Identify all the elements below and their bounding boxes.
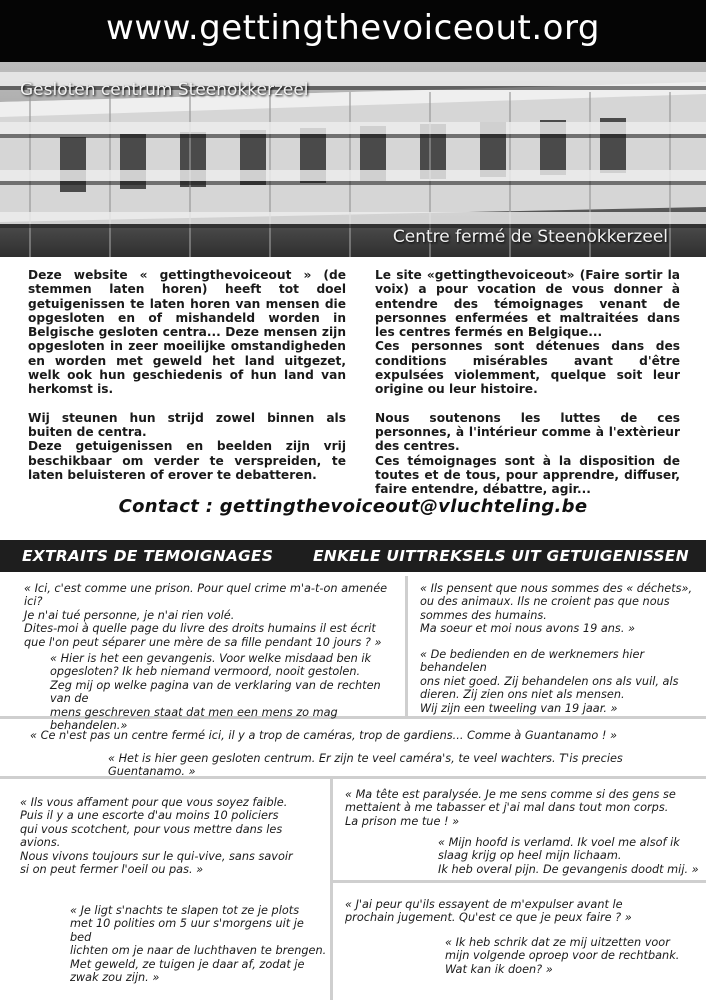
quote-line: Je n'ai tué personne, je n'ai rien volé. — [24, 608, 235, 622]
intro-fr-paragraph: Ces témoignages sont à la disposition de toutes et de tous, pour apprendre, diffuser, faire entendre, débattre, agir... — [375, 453, 680, 497]
intro-french — [375, 268, 680, 510]
quote-line: si on peut fermer l'oeil ou pas. » — [20, 863, 204, 877]
quote-line: « J'ai peur qu'ils essayent de m'expulser avant le — [345, 898, 623, 911]
quote-line: lichten om je naar de luchthaven te brengen. — [70, 944, 327, 958]
quote-line: Wij zijn een tweeling van 19 jaar. » — [420, 701, 618, 715]
quote-line: « De bedienden en de werknemers hier behandelen — [420, 648, 645, 675]
quote-line: mijn volgende oproep voor de rechtbank. — [445, 949, 680, 963]
divider — [330, 778, 333, 1000]
quote-line: « Ik heb schrik dat ze mij uitzetten voor — [445, 936, 670, 949]
quote-block — [438, 836, 703, 876]
photo-caption-nl: Gesloten centrum Steenokkerzeel — [20, 80, 309, 100]
quote-line: Puis il y a une escorte d'au moins 10 policiers — [20, 809, 279, 823]
quote-line: « Je ligt s'nachts te slapen tot ze je plots — [70, 904, 300, 917]
quote-line: « Ils vous affament pour que vous soyez faible. — [20, 796, 288, 809]
quote-line: sommes des humains. — [420, 608, 547, 622]
quote-line: zwak zou zijn. » — [70, 971, 160, 985]
quote-line: mens geschreven staat dat men een mens zo mag behandelen.» — [50, 705, 338, 733]
quote-line: La prison me tue ! » — [345, 814, 460, 828]
quote-line: Ik heb overal pijn. De gevangenis doodt mij. » — [438, 862, 699, 876]
intro-fr-paragraph: Ces personnes sont détenues dans des conditions misérables avant d'être expulsées violemment, quelque soit leur origine ou leur histoire. — [375, 339, 680, 397]
quote-line: slaag krijg op heel mijn lichaam. — [438, 849, 622, 863]
divider — [405, 576, 408, 716]
contact-email[interactable]: Contact : gettingthevoiceout@vluchteling.be — [118, 496, 588, 517]
quote-block — [445, 936, 703, 976]
quote-line: « Ma tête est paralysée. Je me sens comme si des gens se — [345, 788, 676, 801]
quote-line: Zeg mij op welke pagina van de verklaring van de rechten van de — [50, 678, 381, 706]
quote-line: Ma soeur et moi nous avons 19 ans. » — [420, 622, 635, 636]
quote-line: Dites-moi à quelle page du livre des droits humains il est écrit — [24, 622, 376, 636]
quote-block — [70, 904, 327, 984]
intro-fr-paragraph: Nous soutenons les luttes de ces personnes, à l'intérieur comme à l'extèrieur des centres. — [375, 410, 680, 454]
quote-line: « Ce n'est pas un centre fermé ici, il y a trop de caméras, trop de gardiens... Comme à Guantanamo ! » — [30, 729, 617, 742]
detention-center-photo — [0, 62, 706, 257]
quote-line: que l'on peut séparer une mère de sa fille pendant 10 jours ? » — [24, 635, 382, 649]
quote-block — [24, 582, 399, 649]
quote-line: met 10 polities om 5 uur s'morgens uit je bed — [70, 917, 304, 944]
quote-line: ons niet goed. Zij behandelen ons als vuil, als — [420, 674, 679, 688]
quote-line: opgesloten? Ik heb niemand vermoord, nooit gestolen. — [50, 665, 361, 679]
quote-line: Nous vivons toujours sur le qui-vive, sans savoir — [20, 849, 293, 863]
intro-nl-paragraph: Deze website « gettingthevoiceout » (de stemmen laten horen) heeft tot doel getuigenissen te laten horen van mensen die opgesloten en of mishandeld worden in Belgische gesloten centra... Deze mensen zijn opgesloten in zeer moeilijke omstandigheden en worden met geweld het land uitgezet, welk ook hun geschiedenis of hun land van herkomst is. — [28, 268, 346, 397]
quote-line: mettaient à me tabasser et j'ai mal dans tout mon corps. — [345, 801, 669, 815]
quote-line: « Mijn hoofd is verlamd. Ik voel me alsof ik — [438, 836, 680, 849]
quote-line: « Het is hier geen gesloten centrum. Er zijn te veel caméra's, te veel wachters. T'is precies Guentanamo. » — [108, 752, 623, 779]
quote-block — [420, 648, 702, 715]
quote-line: Wat kan ik doen? » — [445, 962, 553, 976]
quote-line: « Hier is het een gevangenis. Voor welke misdaad ben ik — [50, 652, 372, 665]
quote-block — [420, 582, 702, 636]
quote-line: dieren. Zij zien ons niet als mensen. — [420, 688, 625, 702]
quote-block — [50, 652, 402, 732]
intro-fr-paragraph: Le site «gettingthevoiceout» (Faire sortir la voix) a pour vocation de vous donner à entendre des témoignages venant de personnes enfermées et maltraitées dans les centres fermés en Belgique... — [375, 268, 680, 340]
photo-caption-fr: Centre fermé de Steenokkerzeel — [392, 227, 668, 247]
quote-line: Met geweld, ze tuigen je daar af, zodat je — [70, 957, 305, 971]
quote-line: ou des animaux. Ils ne croient pas que nous — [420, 595, 670, 609]
divider — [332, 880, 706, 883]
quote-block — [20, 796, 325, 876]
intro-dutch — [28, 268, 346, 496]
quote-line: prochain jugement. Qu'est ce que je peux faire ? » — [345, 911, 632, 925]
site-url[interactable]: www.gettingthevoiceout.org — [106, 8, 600, 48]
section-title-fr: EXTRAITS DE TEMOIGNAGES — [22, 547, 274, 565]
section-title-nl: ENKELE UITTREKSELS UIT GETUIGENISSEN — [313, 547, 689, 565]
quote-line: avions. — [20, 836, 61, 850]
quote-line: « Ils pensent que nous sommes des « déchets», — [420, 582, 693, 595]
intro-nl-paragraph: Wij steunen hun strijd zowel binnen als buiten de centra. — [28, 410, 346, 439]
quote-block — [345, 898, 703, 925]
quote-line: qui vous scotchent, pour vous mettre dans les — [20, 822, 283, 836]
intro-nl-paragraph: Deze getuigenissen en beelden zijn vrij beschikbaar om verder te verspreiden, te laten beluisteren of erover te debatteren. — [28, 439, 346, 482]
quote-line: « Ici, c'est comme une prison. Pour quel crime m'a-t-on amenée ici? — [24, 582, 388, 609]
quote-block — [345, 788, 703, 828]
